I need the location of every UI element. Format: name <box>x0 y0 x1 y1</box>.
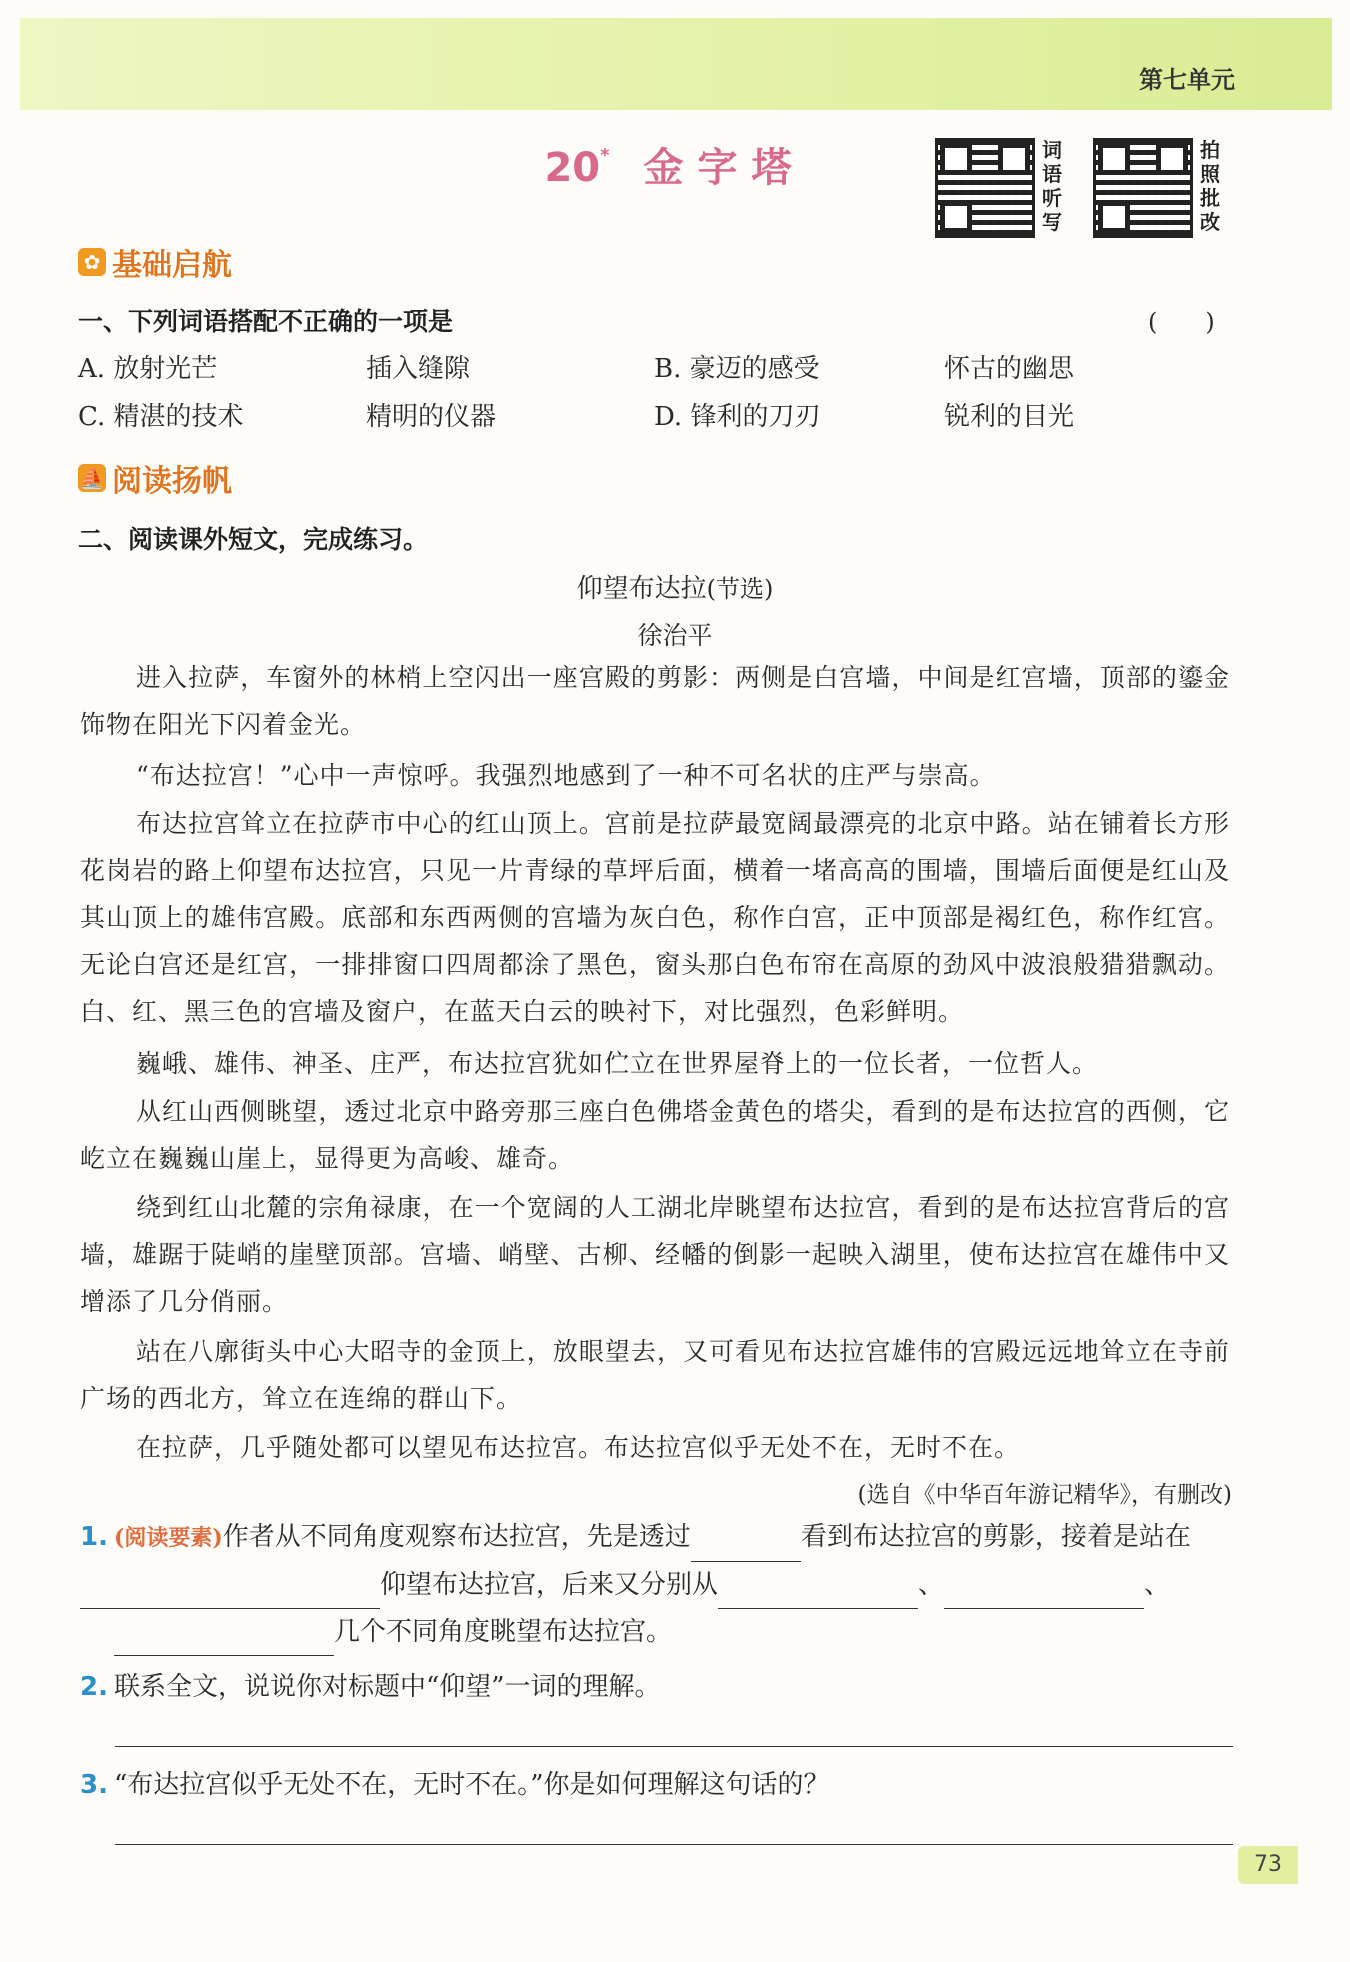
answer-blank[interactable] <box>944 1578 1144 1609</box>
section-reading-label: 阅读扬帆 <box>112 464 232 499</box>
paragraph: 绕到红山北麓的宗角禄康，在一个宽阔的人工湖北岸眺望布达拉宫，看到的是布达拉宫背后的宫墙，雄踞于陡峭的崖壁顶部。宫墙、峭壁、古柳、经幡的倒影一起映入湖里，使布达拉宫在雄伟中又增添了几分俏丽。 <box>80 1193 1230 1316</box>
option-a: A. 放射光芒 <box>78 354 218 384</box>
question-3 <box>80 1762 1230 1809</box>
rocket-icon: ✿ <box>78 248 106 276</box>
qr-code-grading[interactable] <box>1093 138 1193 238</box>
answer-line[interactable] <box>115 1844 1233 1845</box>
qr-code-dictation[interactable] <box>935 138 1035 238</box>
paragraph: 巍峨、雄伟、神圣、庄严，布达拉宫犹如伫立在世界屋脊上的一位长者，一位哲人。 <box>136 1049 1099 1078</box>
option-a2: 插入缝隙 <box>366 354 471 384</box>
q1-text-d: 几个不同角度眺望布达拉宫。 <box>334 1617 673 1647</box>
article-author: 徐治平 <box>637 621 713 650</box>
answer-blank[interactable] <box>114 1625 334 1656</box>
paragraph: 从红山西侧眺望，透过北京中路旁那三座白色佛塔金黄色的塔尖，看到的是布达拉宫的西侧，它屹立在巍巍山崖上，显得更为高峻、雄奇。 <box>80 1097 1230 1173</box>
option-d: D. 锋利的刀刃 <box>654 402 821 432</box>
q2-prompt: 二、阅读课外短文，完成练习。 <box>78 525 429 554</box>
question-1 <box>80 1514 1230 1656</box>
q1-prompt: 一、下列词语搭配不正确的一项是 <box>78 307 454 336</box>
answer-line[interactable] <box>115 1746 1233 1747</box>
unit-label: 第七单元 <box>1139 66 1235 94</box>
paragraph: 站在八廓街头中心大昭寺的金顶上，放眼望去，又可看见布达拉宫雄伟的宫殿远远地耸立在寺前广场的西北方，耸立在连绵的群山下。 <box>80 1337 1230 1413</box>
question-2 <box>80 1664 1230 1711</box>
qr-label-dictation: 词语听写 <box>1042 138 1062 234</box>
option-d2: 锐利的目光 <box>944 402 1075 432</box>
question-tag: (阅读要素) <box>113 1525 223 1551</box>
article-title-note: (节选) <box>706 575 774 603</box>
option-b2: 怀古的幽思 <box>944 354 1075 384</box>
answer-blank[interactable] <box>80 1578 380 1609</box>
article-title-text: 仰望布达拉 <box>576 574 707 604</box>
q1-text-b: 看到布达拉宫的剪影，接着是站在 <box>800 1522 1191 1552</box>
lesson-name: 金字塔 <box>643 145 806 191</box>
option-c: C. 精湛的技术 <box>78 402 244 432</box>
lesson-mark: * <box>600 144 610 166</box>
q1-text-a: 作者从不同角度观察布达拉宫，先是透过 <box>222 1522 691 1552</box>
section-basics-label: 基础启航 <box>112 248 232 283</box>
answer-blank[interactable] <box>718 1578 918 1609</box>
sail-icon: ⛵ <box>79 466 105 490</box>
answer-paren[interactable]: ( ) <box>1148 308 1215 336</box>
question-text: “布达拉宫似乎无处不在，无时不在。”你是如何理解这句话的？ <box>113 1770 830 1800</box>
lesson-number: 20 <box>544 145 601 191</box>
paragraph: 进入拉萨，车窗外的林梢上空闪出一座宫殿的剪影：两侧是白宫墙，中间是红宫墙，顶部的鎏金饰物在阳光下闪着金光。 <box>80 663 1230 739</box>
section-basics <box>78 240 232 284</box>
paragraph: 布达拉宫耸立在拉萨市中心的红山顶上。宫前是拉萨最宽阔最漂亮的北京中路。站在铺着长方形花岗岩的路上仰望布达拉宫，只见一片青绿的草坪后面，横着一堵高高的围墙，围墙后面便是红山及其山顶上的雄伟宫殿。底部和东西两侧的宫墙为灰白色，称作白宫，正中顶部是褐红色，称作红宫。无论白宫还是红宫，一排排窗口四周都涂了黑色，窗头那白色布帘在高原的劲风中波浪般猎猎飘动。白、红、黑三色的宫墙及窗户，在蓝天白云的映衬下，对比强烈，色彩鲜明。 <box>80 809 1230 1026</box>
question-number: 1. <box>80 1522 108 1552</box>
paragraph: “布达拉宫！”心中一声惊呼。我强烈地感到了一种不可名状的庄严与崇高。 <box>136 761 996 790</box>
option-b: B. 豪迈的感受 <box>654 354 820 384</box>
question-number: 3. <box>80 1770 108 1800</box>
article-title <box>0 568 1350 605</box>
page-number: 73 <box>1238 1846 1298 1884</box>
qr-label-grading: 拍照批改 <box>1200 138 1220 234</box>
q1-sep: 、 <box>1144 1570 1171 1600</box>
section-reading <box>78 456 232 500</box>
answer-blank[interactable] <box>691 1531 801 1562</box>
q1-sep: 、 <box>918 1570 945 1600</box>
question-text: 联系全文，说说你对标题中“仰望”一词的理解。 <box>113 1672 661 1702</box>
paragraph: 在拉萨，几乎随处都可以望见布达拉宫。布达拉宫似乎无处不在，无时不在。 <box>136 1433 1021 1462</box>
header-band <box>20 18 1332 110</box>
option-c2: 精明的仪器 <box>366 402 497 432</box>
article-source: (选自《中华百年游记精华》，有删改) <box>857 1482 1232 1508</box>
question-number: 2. <box>80 1672 108 1702</box>
q1-text-c: 仰望布达拉宫，后来又分别从 <box>380 1570 719 1600</box>
